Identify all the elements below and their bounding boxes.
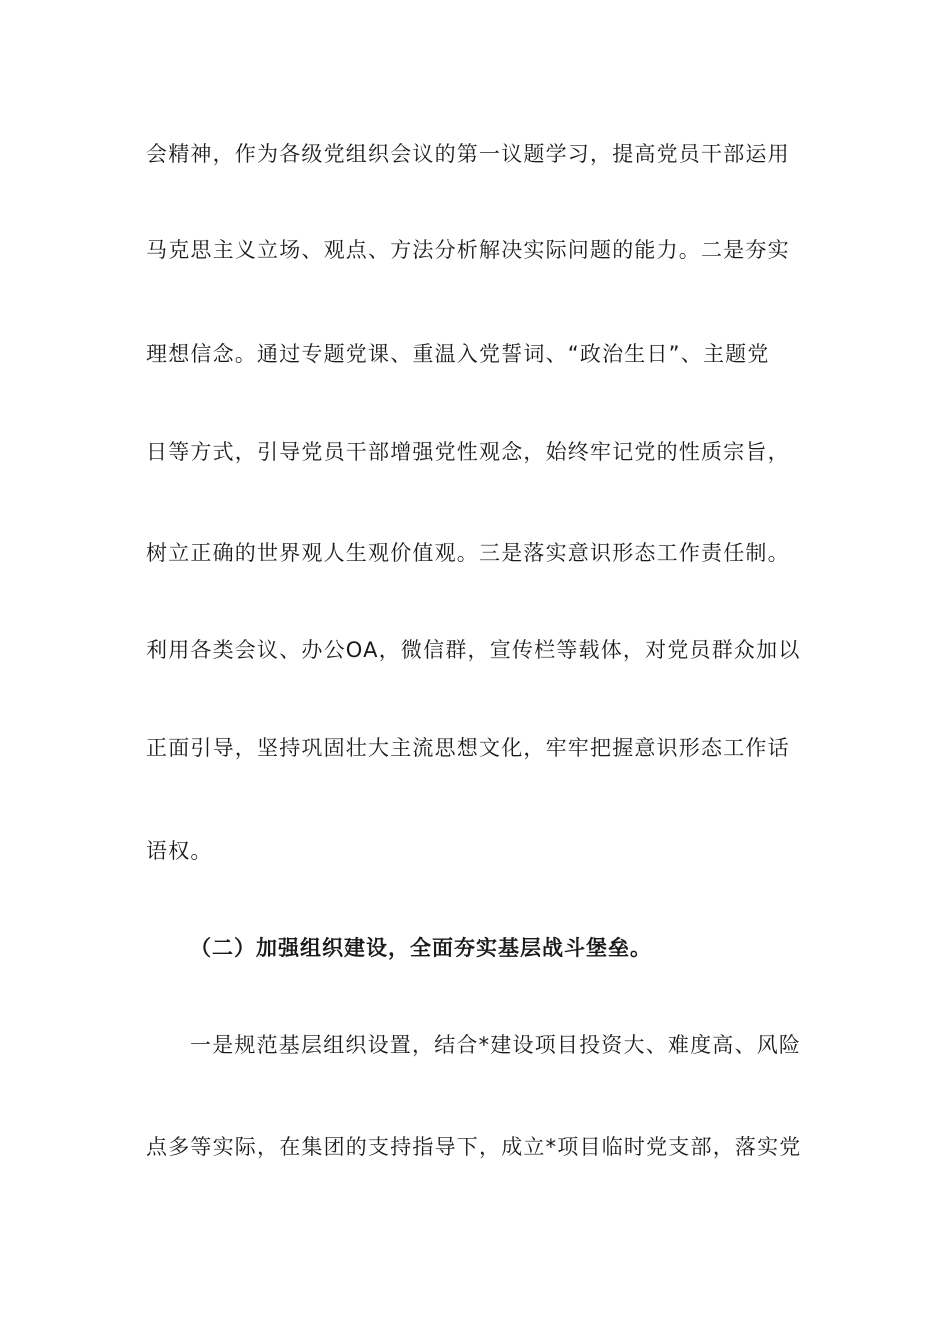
body-text-line: 日等方式，引导党员干部增强党性观念，始终牢记党的性质宗旨，	[146, 440, 790, 464]
body-text-line: 马克思主义立场、观点、方法分析解决实际问题的能力。二是夯实	[146, 238, 790, 262]
body-text-line: 会精神，作为各级党组织会议的第一议题学习，提高党员干部运用	[146, 142, 790, 166]
body-text-line: 正面引导，坚持巩固壮大主流思想文化，牢牢把握意识形态工作话	[146, 736, 790, 760]
body-text-line: 点多等实际，在集团的支持指导下，成立*项目临时党支部，落实党	[146, 1135, 802, 1159]
section-heading: （二）加强组织建设，全面夯实基层战斗堡垒。	[190, 936, 652, 960]
body-text-line: 理想信念。通过专题党课、重温入党誓词、“政治生日”、主题党	[146, 342, 770, 366]
body-text-line: 利用各类会议、办公OA，微信群，宣传栏等载体，对党员群众加以	[146, 638, 801, 662]
body-text-line: 树立正确的世界观人生观价值观。三是落实意识形态工作责任制。	[146, 541, 790, 565]
body-text-line: 语权。	[146, 839, 213, 863]
body-text-line: 一是规范基层组织设置，结合*建设项目投资大、难度高、风险	[190, 1033, 802, 1057]
